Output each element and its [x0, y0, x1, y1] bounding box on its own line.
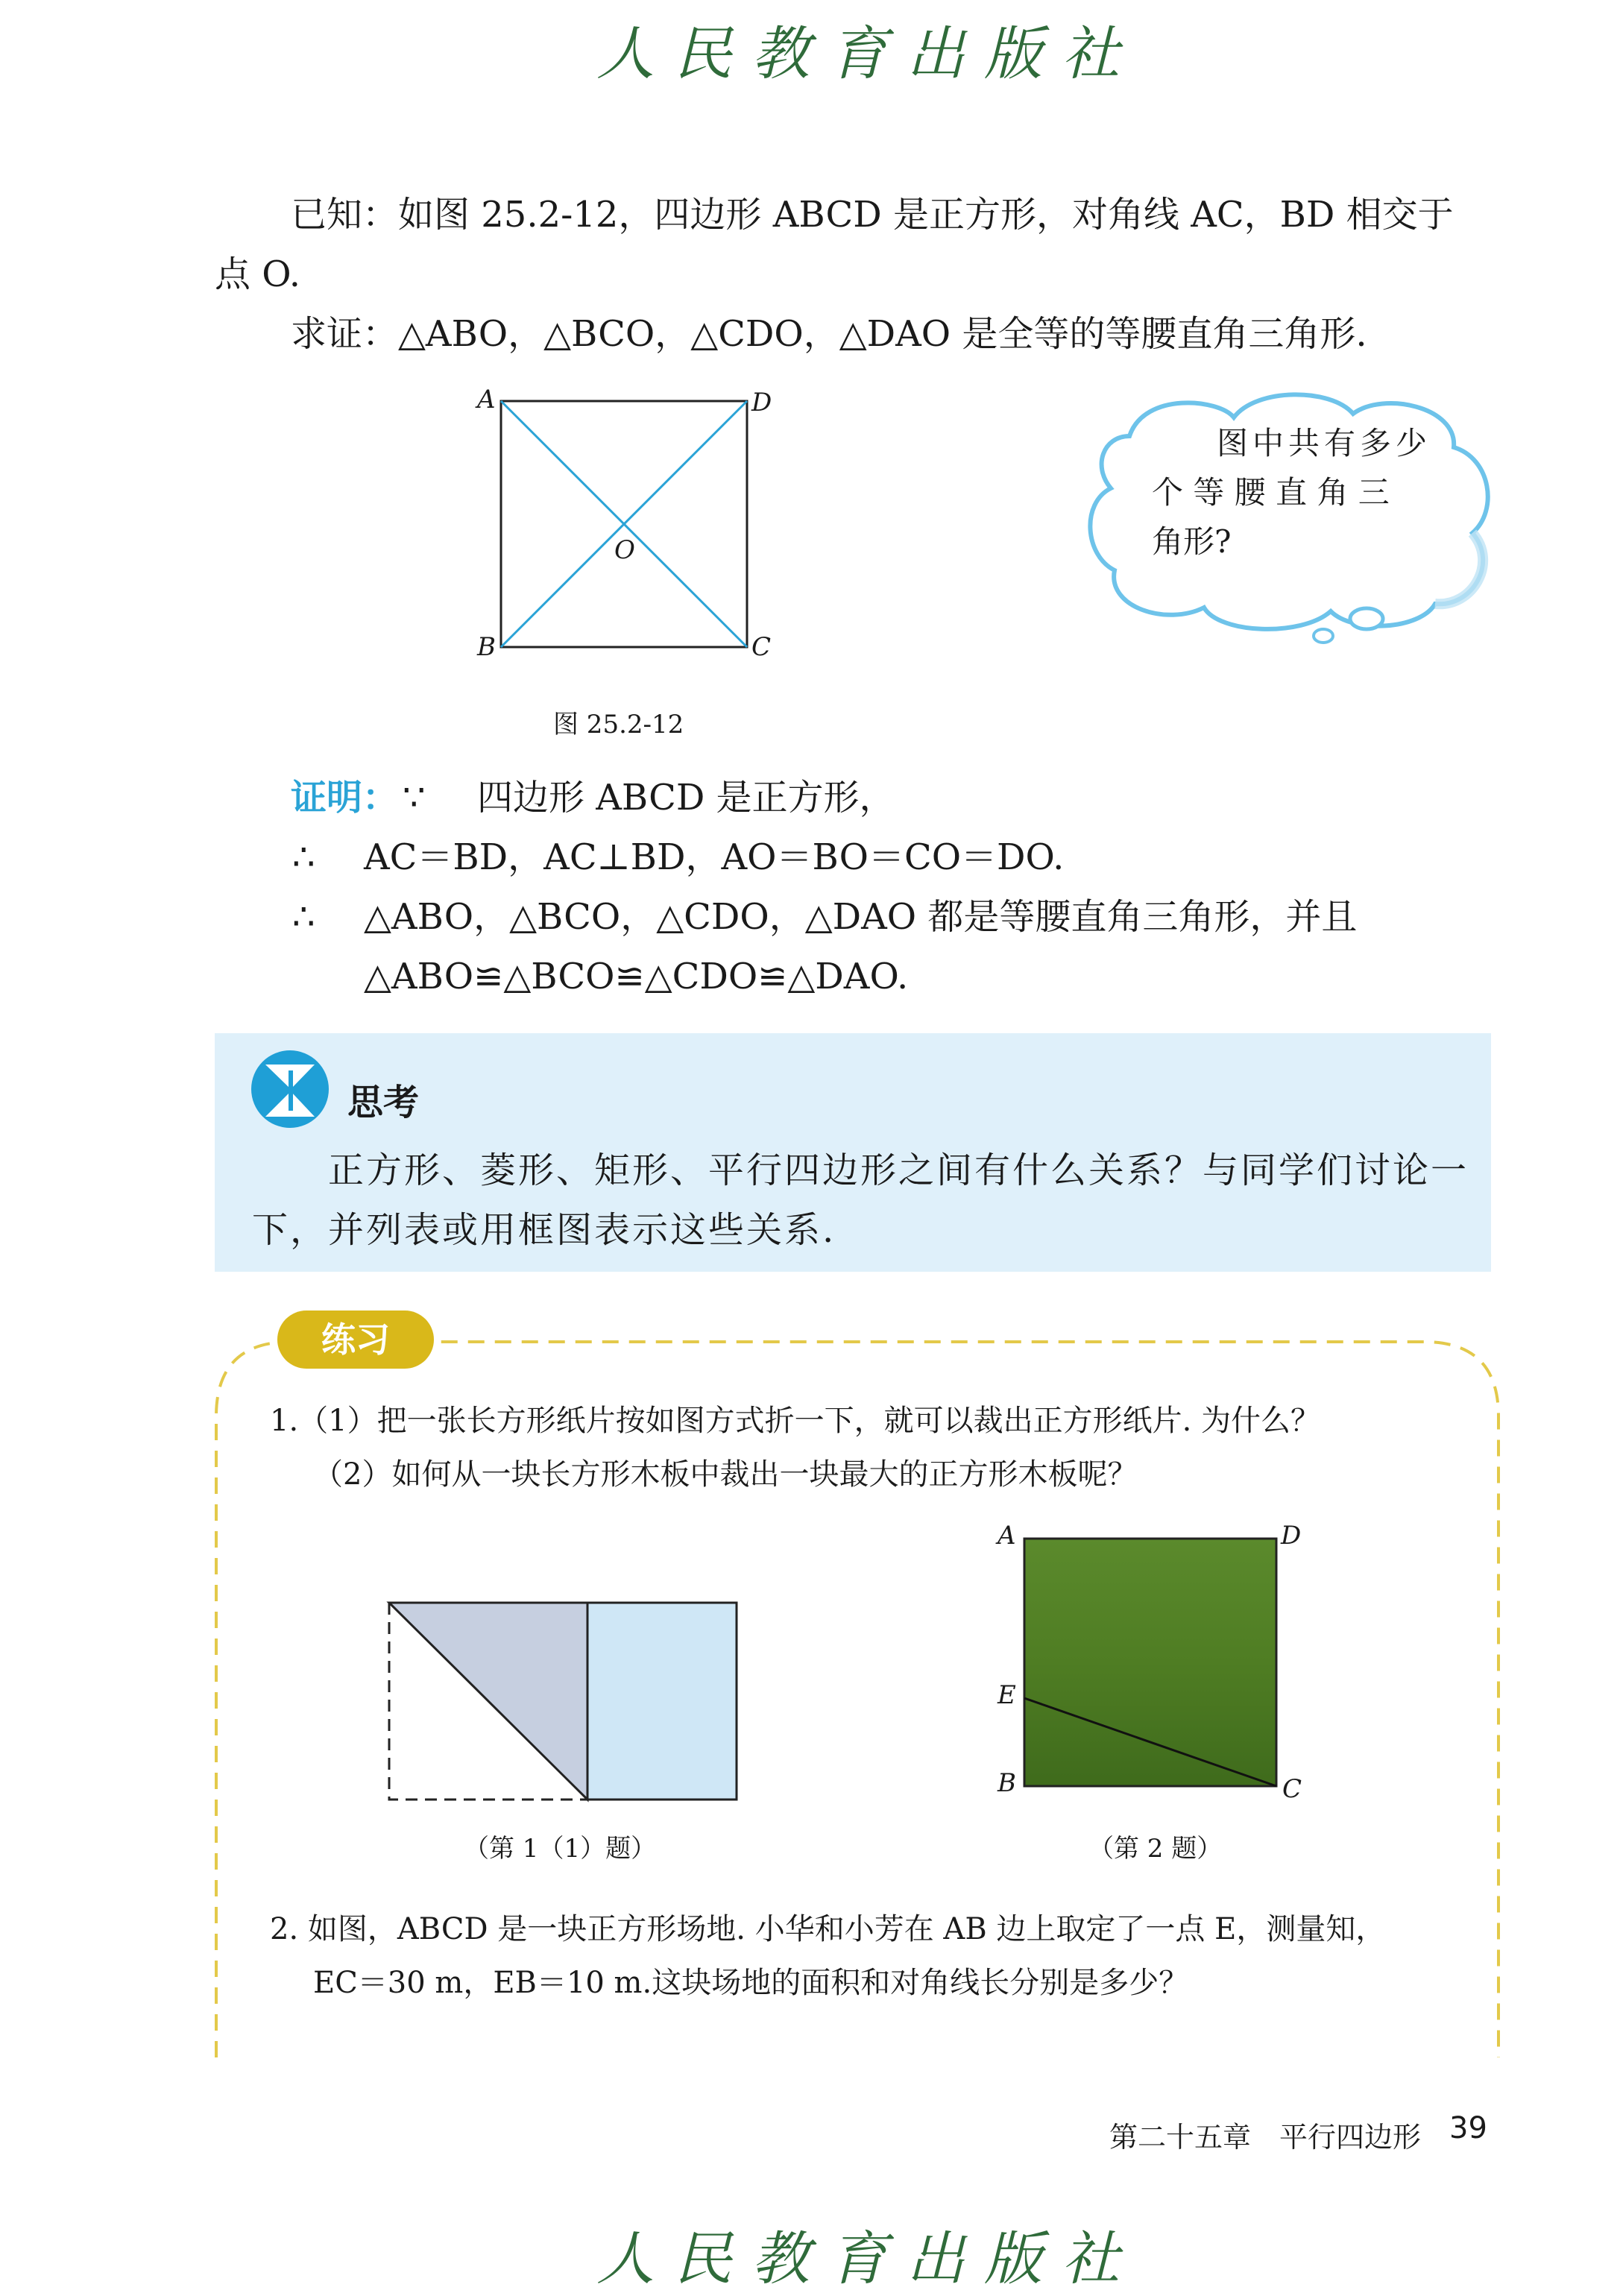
- fig2-label-a: A: [997, 1521, 1016, 1551]
- label-b: B: [477, 632, 496, 662]
- because-symbol: ∵: [403, 777, 426, 819]
- publisher-logo-bottom: 人民教育出版社: [596, 2226, 1140, 2293]
- square-figure: [462, 380, 790, 678]
- figure-caption: 图 25.2-12: [553, 710, 684, 739]
- q2-line-1: 2. 如图，ABCD 是一块正方形场地. 小华和小芳在 AB 边上取定了一点 E，测量知，: [270, 1912, 1386, 1946]
- square-field-figure: [1021, 1536, 1282, 1789]
- fig2-label-b: B: [997, 1768, 1016, 1798]
- practice-title: 练习: [321, 1319, 390, 1360]
- label-d: D: [751, 388, 772, 417]
- fig2-label-d: D: [1281, 1521, 1302, 1551]
- q1-line-2: （2）如何从一块长方形木板中裁出一块最大的正方形木板呢？: [313, 1457, 1138, 1492]
- label-c: C: [751, 632, 772, 662]
- chapter-title: 第二十五章 平行四边形: [1109, 2121, 1422, 2154]
- think-title: 思考: [347, 1082, 420, 1123]
- proof-label: 证明：: [291, 777, 399, 819]
- page-number: 39: [1449, 2111, 1487, 2145]
- fig2-label-e: E: [997, 1680, 1016, 1710]
- think-icon: [249, 1048, 331, 1130]
- fig1-caption: （第 1（1）题）: [464, 1834, 657, 1864]
- bubble-dot-small: [1314, 629, 1333, 643]
- bubble-line-3: 角形?: [1152, 523, 1232, 560]
- proof-line-2: AC＝BD，AC⊥BD，AO＝BO＝CO＝DO.: [364, 836, 1065, 878]
- publisher-logo-top: 人民教育出版社: [596, 21, 1140, 88]
- given-line-1: 已知：如图 25.2-12，四边形 ABCD 是正方形，对角线 AC，BD 相交于: [291, 194, 1454, 236]
- proof-line-1: 四边形 ABCD 是正方形，: [477, 777, 895, 819]
- therefore-symbol-2: ∴: [292, 896, 315, 938]
- prove-line: 求证：△ABO，△BCO，△CDO，△DAO 是全等的等腰直角三角形.: [291, 313, 1367, 355]
- think-line-1: 正方形、菱形、矩形、平行四边形之间有什么关系？与同学们讨论一: [328, 1149, 1469, 1191]
- given-line-2: 点 O.: [215, 253, 301, 295]
- folded-paper-figure: [380, 1588, 753, 1811]
- label-a: A: [477, 385, 496, 414]
- therefore-symbol-1: ∴: [292, 836, 315, 878]
- proof-line-3: △ABO，△BCO，△CDO，△DAO 都是等腰直角三角形，并且: [364, 896, 1358, 938]
- q2-line-2: EC＝30 m，EB＝10 m.这块场地的面积和对角线长分别是多少？: [313, 1966, 1189, 2000]
- fig2-caption: （第 2 题）: [1088, 1834, 1223, 1864]
- fig2-label-c: C: [1282, 1774, 1302, 1804]
- field-grass: [1024, 1539, 1276, 1786]
- bubble-line-1: 图中共有多少: [1217, 425, 1432, 461]
- bubble-line-2: 个 等 腰 直 角 三: [1152, 474, 1390, 511]
- think-line-2: 下，并列表或用框图表示这些关系.: [252, 1209, 836, 1251]
- q1-line-1: 1.（1）把一张长方形纸片按如图方式折一下，就可以裁出正方形纸片. 为什么？: [270, 1404, 1321, 1438]
- proof-line-4: △ABO≌△BCO≌△CDO≌△DAO.: [364, 956, 909, 997]
- bubble-dot-large: [1350, 608, 1383, 629]
- label-o: O: [614, 535, 635, 565]
